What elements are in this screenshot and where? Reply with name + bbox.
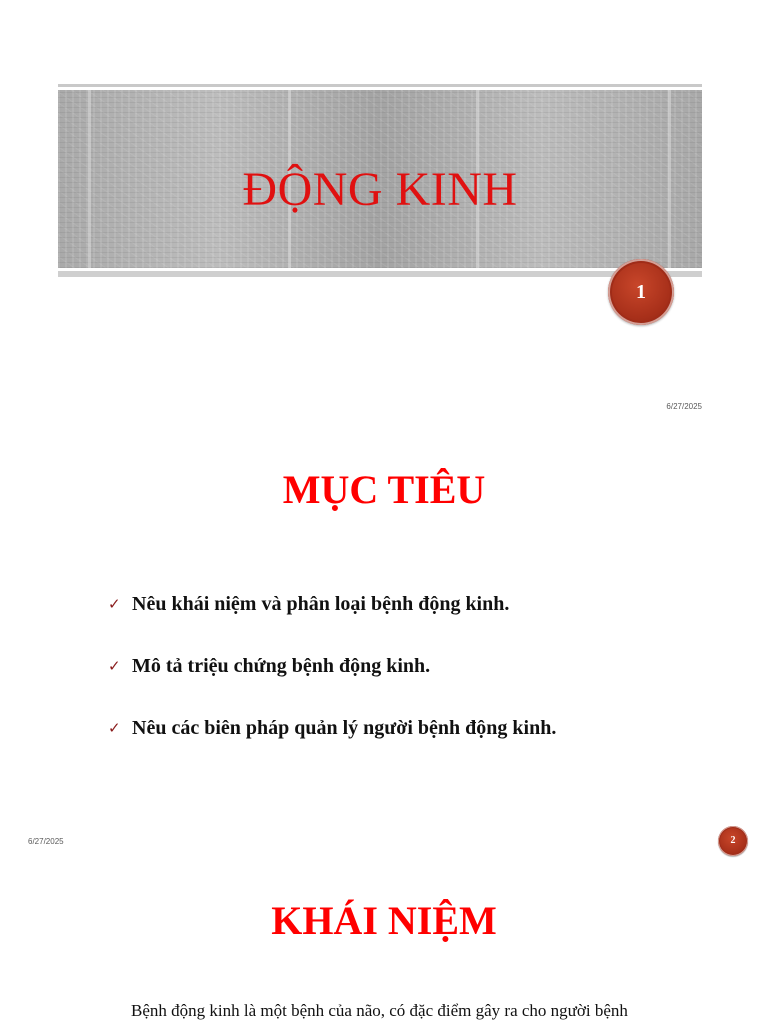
slide-date: 6/27/2025: [28, 837, 64, 846]
banner-top-border: [58, 84, 702, 87]
check-icon: ✓: [108, 595, 121, 613]
definition-paragraph: Bệnh động kinh là một bệnh của não, có đặc điểm gây ra cho người bệnh: [131, 1001, 628, 1020]
list-item: [108, 652, 556, 714]
objective-text: Nêu khái niệm và phân loại bệnh động kinh.: [132, 593, 510, 615]
slide-number-badge: 1: [608, 259, 674, 325]
check-icon: ✓: [108, 657, 121, 675]
slide-number-badge: 2: [718, 826, 748, 856]
list-item: [108, 590, 556, 652]
objective-text: Nêu các biên pháp quản lý người bệnh động kinh.: [132, 717, 557, 739]
slide-title: ĐỘNG KINH: [242, 163, 518, 216]
list-item: [108, 714, 556, 776]
objectives-list: [108, 590, 556, 776]
objective-text: Mô tả triệu chứng bệnh động kinh.: [132, 655, 431, 677]
slide-date: 6/27/2025: [666, 402, 702, 411]
banner-bottom-border: [58, 271, 702, 277]
definition-heading: KHÁI NIỆM: [271, 898, 497, 943]
objectives-heading: MỤC TIÊU: [282, 467, 486, 512]
check-icon: ✓: [108, 719, 121, 737]
